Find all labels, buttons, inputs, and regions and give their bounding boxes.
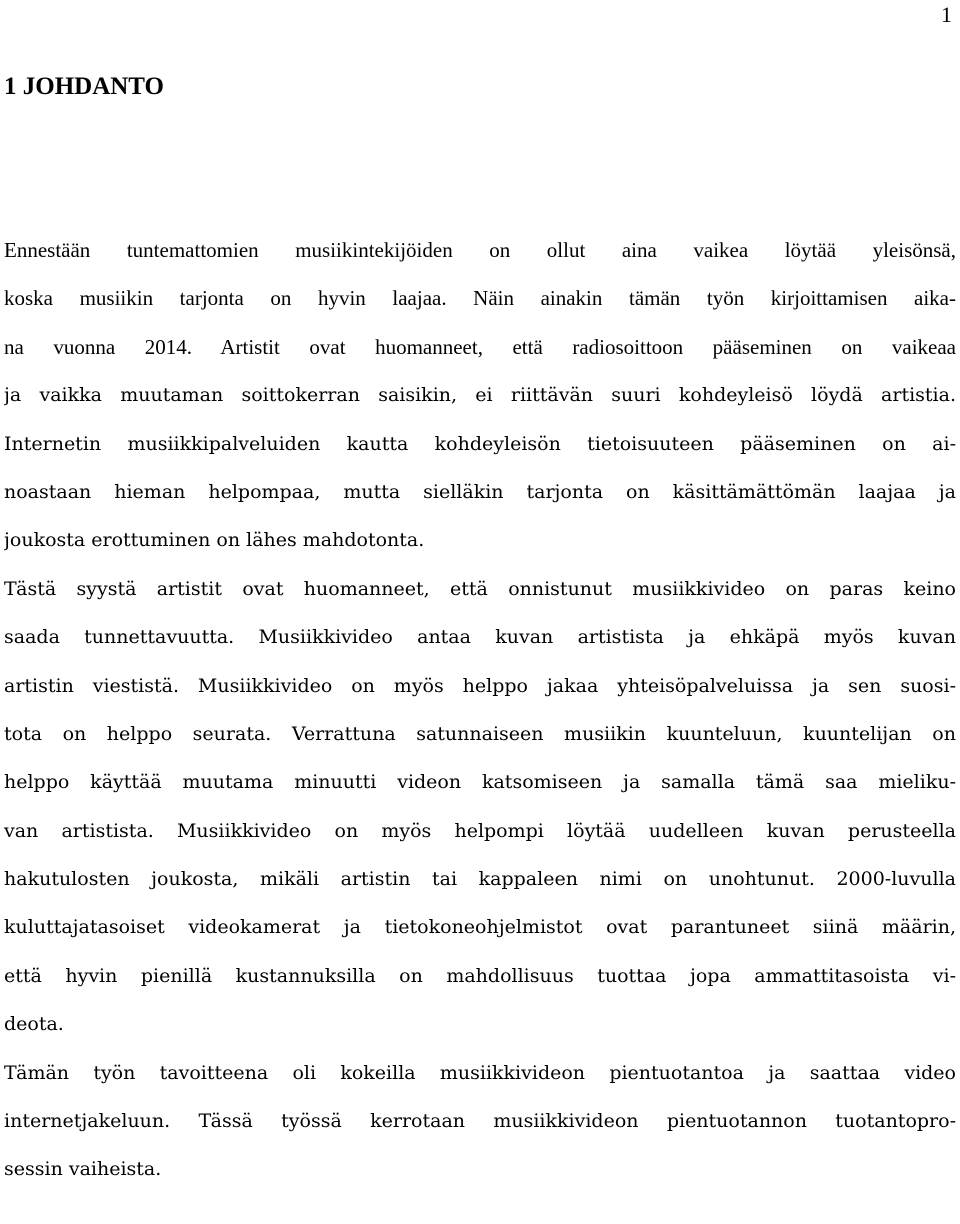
text-line: na vuonna 2014. Artistit ovat huomanneet, että radiosoittoon pääseminen on vaikeaa bbox=[4, 334, 956, 359]
text-line: internetjakeluun. Tässä työssä kerrotaan musiikkivideon pientuotannon tuotantopro- bbox=[4, 1110, 956, 1133]
text-line: Internetin musiikkipalveluiden kautta kohdeyleisön tietoisuuteen pääseminen on ai- bbox=[4, 432, 956, 455]
text-line: sessin vaiheista. bbox=[4, 1158, 162, 1181]
text-line: hakutulosten joukosta, mikäli artistin tai kappaleen nimi on unohtunut. 2000-luvulla bbox=[4, 868, 956, 891]
text-line: helppo käyttää muutama minuutti videon katsomiseen ja samalla tämä saa mieliku- bbox=[4, 771, 956, 794]
text-line: ja vaikka muutaman soittokerran saisikin, ei riittävän suuri kohdeyleisö löydä artistia. bbox=[4, 384, 956, 407]
text-line: van artistista. Musiikkivideo on myös helpompi löytää uudelleen kuvan perusteella bbox=[4, 819, 956, 842]
text-line: Ennestään tuntemattomien musiikintekijöiden on ollut aina vaikea löytää yleisönsä, bbox=[4, 238, 956, 262]
paragraph-1 bbox=[4, 226, 956, 565]
text-line: tota on helppo seurata. Verrattuna satunnaiseen musiikin kuunteluun, kuuntelijan on bbox=[4, 722, 956, 745]
text-line: deota. bbox=[4, 1013, 64, 1036]
text-line: Tämän työn tavoitteena oli kokeilla musiikkivideon pientuotantoa ja saattaa video bbox=[4, 1061, 956, 1084]
text-line: noastaan hieman helpompaa, mutta sielläkin tarjonta on käsittämättömän laajaa ja bbox=[4, 480, 956, 503]
text-line: koska musiikin tarjonta on hyvin laajaa. Näin ainakin tämän työn kirjoittamisen aika- bbox=[4, 286, 956, 311]
chapter-heading: 1 JOHDANTO bbox=[4, 73, 164, 100]
chapter-body bbox=[4, 226, 956, 1194]
text-line: artistin viestistä. Musiikkivideo on myös helppo jakaa yhteisöpalveluissa ja sen suosi- bbox=[4, 674, 956, 697]
paragraph-2 bbox=[4, 565, 956, 1049]
text-line: että hyvin pienillä kustannuksilla on mahdollisuus tuottaa jopa ammattitasoista vi- bbox=[4, 964, 956, 987]
text-line: kuluttajatasoiset videokamerat ja tietokoneohjelmistot ovat parantuneet siinä määrin, bbox=[4, 916, 956, 939]
page-number: 1 bbox=[941, 2, 952, 27]
text-line: Tästä syystä artistit ovat huomanneet, että onnistunut musiikkivideo on paras keino bbox=[4, 577, 956, 600]
text-line: saada tunnettavuutta. Musiikkivideo antaa kuvan artistista ja ehkäpä myös kuvan bbox=[4, 626, 956, 649]
paragraph-3 bbox=[4, 1049, 956, 1194]
text-line: joukosta erottuminen on lähes mahdotonta. bbox=[4, 529, 425, 552]
